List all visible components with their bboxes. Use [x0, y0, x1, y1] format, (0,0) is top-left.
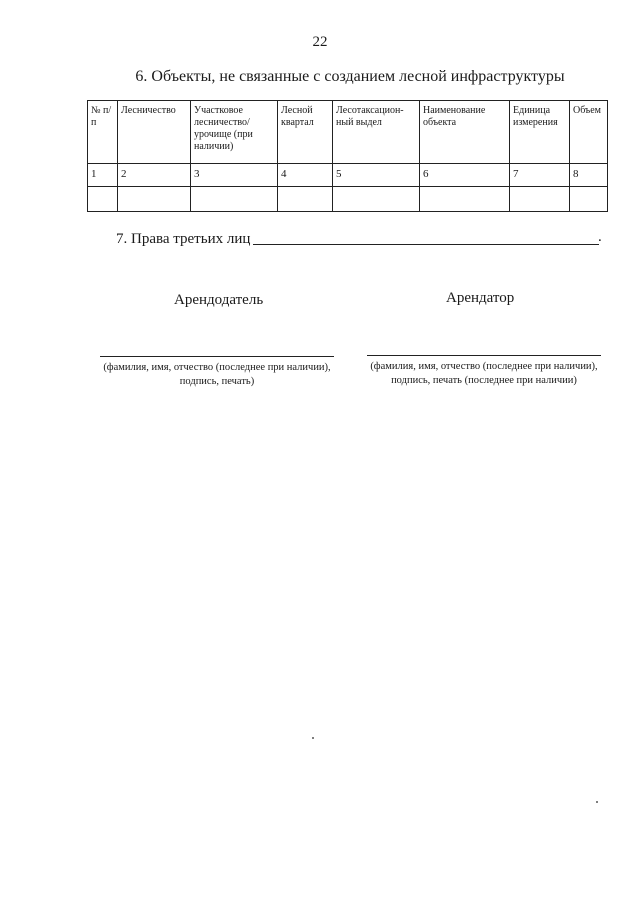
table-row	[88, 187, 608, 212]
table-cell: 5	[333, 164, 420, 187]
landlord-caption	[96, 361, 338, 389]
header-number: № п/п	[88, 101, 118, 164]
scan-speck	[312, 737, 314, 739]
section6-title: 6. Объекты, не связанные с созданием лесной инфраструктуры	[135, 68, 565, 85]
tenant-signature-line	[367, 355, 601, 356]
header-taxation-unit: Лесотаксацион-ный выдел	[333, 101, 420, 164]
table-cell	[420, 187, 510, 212]
tenant-caption	[360, 360, 608, 388]
table-cell: 1	[88, 164, 118, 187]
section7-label: 7. Права третьих лиц	[116, 231, 251, 247]
tenant-caption-line1: (фамилия, имя, отчество (последнее при наличии),	[370, 361, 598, 372]
table-row	[88, 164, 608, 187]
table-cell: 6	[420, 164, 510, 187]
landlord-caption-line2: подпись, печать)	[179, 376, 255, 387]
table-cell	[191, 187, 278, 212]
table-cell: 8	[570, 164, 608, 187]
landlord-signature-line	[100, 356, 334, 357]
section7-end-mark: .	[598, 229, 602, 245]
header-volume: Объем	[570, 101, 608, 164]
tenant-title: Арендатор	[446, 290, 515, 306]
landlord-title: Арендодатель	[174, 292, 264, 308]
section7-fill-line	[253, 244, 599, 245]
table-cell: 2	[118, 164, 191, 187]
table-cell: 4	[278, 164, 333, 187]
table-header-row	[88, 101, 608, 164]
header-district-forestry: Участковое лесничество/ урочище (при наличии)	[191, 101, 278, 164]
table-cell	[88, 187, 118, 212]
table-cell: 7	[510, 164, 570, 187]
scan-speck	[596, 801, 598, 803]
header-object-name: Наименование объекта	[420, 101, 510, 164]
table-cell: 3	[191, 164, 278, 187]
tenant-caption-line2: подпись, печать (последнее при наличии)	[391, 375, 577, 386]
table-cell	[278, 187, 333, 212]
table-cell	[118, 187, 191, 212]
table-cell	[510, 187, 570, 212]
header-forestry: Лесничество	[118, 101, 191, 164]
header-unit: Единица измерения	[510, 101, 570, 164]
page-number: 22	[312, 34, 328, 50]
header-forest-quarter: Лесной квартал	[278, 101, 333, 164]
table-cell	[570, 187, 608, 212]
landlord-caption-line1: (фамилия, имя, отчество (последнее при наличии),	[103, 362, 331, 373]
table-cell	[333, 187, 420, 212]
objects-table	[87, 100, 608, 212]
